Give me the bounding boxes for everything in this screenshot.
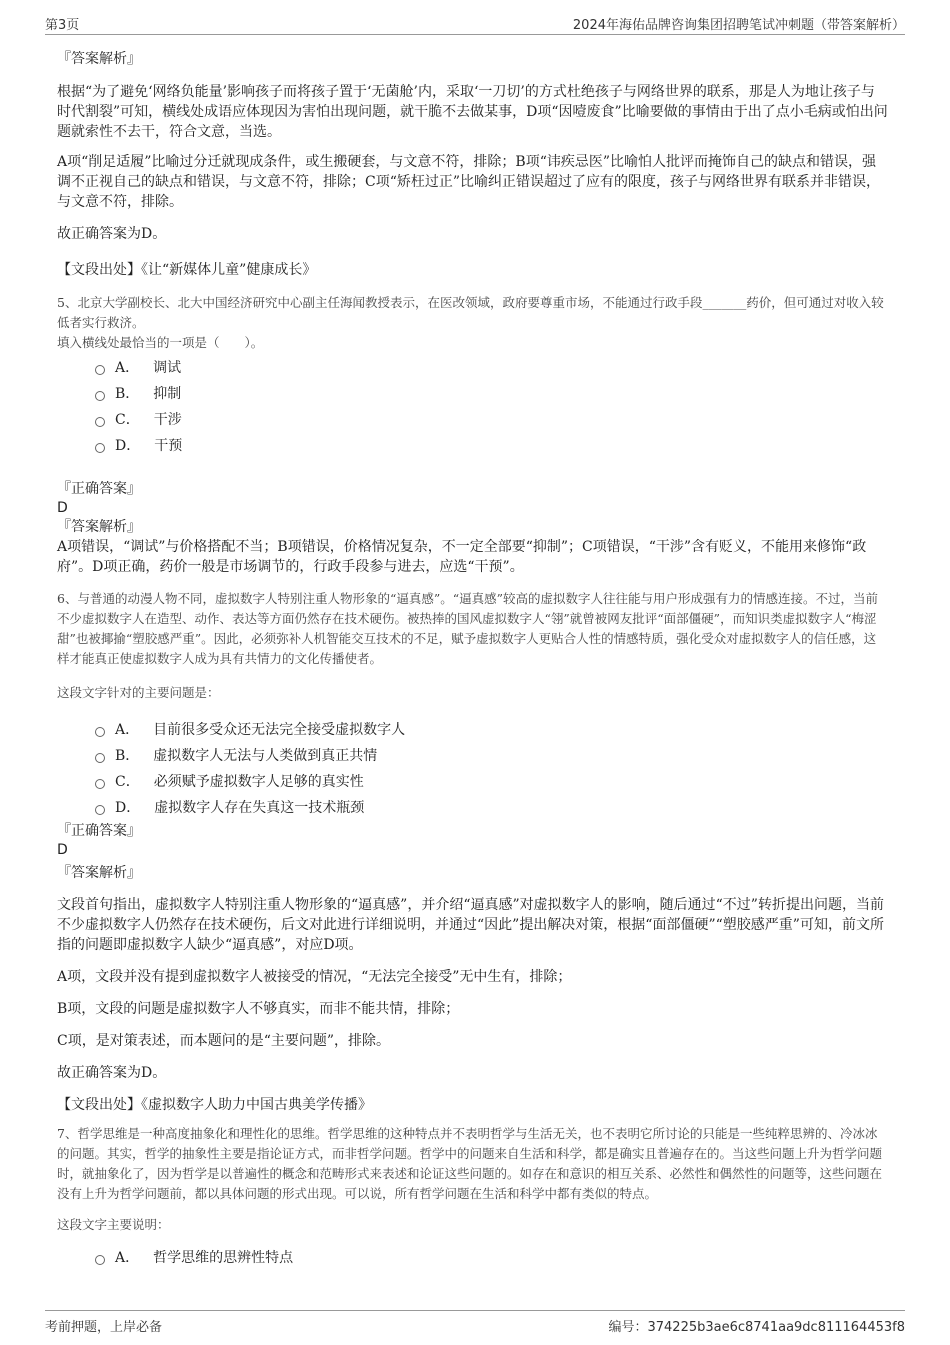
q4-source: 【文段出处】《让“新媒体儿童”健康成长》 xyxy=(57,262,317,278)
page-header xyxy=(45,12,905,35)
q6-analysis-label: 『答案解析』 xyxy=(57,865,141,881)
q6-option-b[interactable]: B． 虚拟数字人无法与人类做到真正共情 xyxy=(95,743,888,769)
q7-options xyxy=(95,1245,888,1271)
radio-icon[interactable] xyxy=(95,391,105,401)
q6-answer: D xyxy=(57,842,68,858)
document-id: 编号：374225b3ae6c8741aa9dc811164453f8 xyxy=(608,1320,905,1335)
radio-icon[interactable] xyxy=(95,1255,105,1265)
radio-icon[interactable] xyxy=(95,365,105,375)
q5-answer-label: 『正确答案』 xyxy=(57,481,141,497)
q6-option-a[interactable]: A． 目前很多受众还无法完全接受虚拟数字人 xyxy=(95,717,888,743)
document-title: 2024年海佑品牌咨询集团招聘笔试冲刺题（带答案解析） xyxy=(572,18,905,33)
radio-icon[interactable] xyxy=(95,443,105,453)
q6-option-d[interactable]: D． 虚拟数字人存在失真这一技术瓶颈 xyxy=(95,795,888,821)
q4-analysis-p1: 根据“为了避免‘网络负能量’影响孩子而将孩子置于‘无菌舱’内，采取‘一刀切’的方式杜绝孩子与网络世界的联系，那是人为地让孩子与时代割裂”可知，横线处成语应体现因为害怕出现问题，就干脆不去做某事，D项“因噎废食”比喻要做的事情由于出了点小毛病或怕出问题就索性不去干，符合文意，当选。 xyxy=(57,84,888,140)
q6-analysis-p4: C项，是对策表述，而本题问的是“主要问题”，排除。 xyxy=(57,1033,391,1049)
q6-answer-label: 『正确答案』 xyxy=(57,823,141,839)
q5-option-c[interactable]: C． 干涉 xyxy=(95,407,888,433)
page-content xyxy=(57,45,888,1271)
q6-source: 【文段出处】《虚拟数字人助力中国古典美学传播》 xyxy=(57,1097,372,1113)
q5-stem: 5、北京大学副校长、北大中国经济研究中心副主任海闻教授表示，在医改领域，政府要尊重市场，不能通过行政手段_______药价，但可通过对收入较低者实行救济。 xyxy=(57,295,884,330)
footer-slogan: 考前押题，上岸必备 xyxy=(45,1320,163,1335)
q4-analysis-label: 『答案解析』 xyxy=(57,51,141,67)
page-footer xyxy=(45,1310,905,1333)
radio-icon[interactable] xyxy=(95,417,105,427)
q4-conclusion: 故正确答案为D。 xyxy=(57,226,167,242)
q6-stem: 6、与普通的动漫人物不同，虚拟数字人特别注重人物形象的“逼真感”。“逼真感”较高的虚拟数字人往往能与用户形成强有力的情感连接。不过，当前不少虚拟数字人在造型、动作、表达等方面仍然存在技术硬伤。被热捧的国风虚拟数字人“翎”就曾被网友批评“面部僵硬”，而知识类虚拟数字人“梅涩甜”也被揶揄“塑胶感严重”。因此，必须弥补人机智能交互技术的不足，赋予虚拟数字人更贴合人性的情感特质，强化受众对虚拟数字人的信任感，这样才能真正使虚拟数字人成为具有共情力的文化传播使者。 xyxy=(57,591,879,666)
radio-icon[interactable] xyxy=(95,805,105,815)
q7-stem: 7、哲学思维是一种高度抽象化和理性化的思维。哲学思维的这种特点并不表明哲学与生活无关，也不表明它所讨论的只能是一些纯粹思辨的、冷冰冰的问题。其实，哲学的抽象性主要是指论证方式，而非哲学问题。哲学中的问题来自生活和科学，都是确实且普遍存在的。当这些问题上升为哲学问题时，就抽象化了，因为哲学是以普遍性的概念和范畴形式来表述和论证这些问题的。如存在和意识的相互关系、必然性和偶然性的问题等，这些问题在没有上升为哲学问题前，都以具体问题的形式出现。可以说，所有哲学问题在生活和科学中都有类似的特点。 xyxy=(57,1126,883,1201)
page-number: 第3页 xyxy=(45,18,80,33)
q6-conclusion: 故正确答案为D。 xyxy=(57,1065,167,1081)
q5-options xyxy=(95,355,888,459)
q6-analysis-p2: A项，文段并没有提到虚拟数字人被接受的情况，“无法完全接受”无中生有，排除； xyxy=(57,969,572,985)
q7-prompt: 这段文字主要说明： xyxy=(57,1217,170,1232)
q6-prompt: 这段文字针对的主要问题是： xyxy=(57,685,220,700)
radio-icon[interactable] xyxy=(95,779,105,789)
radio-icon[interactable] xyxy=(95,727,105,737)
q5-analysis-label: 『答案解析』 xyxy=(57,519,141,535)
q5-option-a[interactable]: A． 调试 xyxy=(95,355,888,381)
q6-analysis-p3: B项，文段的问题是虚拟数字人不够真实，而非不能共情，排除； xyxy=(57,1001,460,1017)
q5-prompt: 填入横线处最恰当的一项是（ ）。 xyxy=(57,335,264,350)
q5-option-b[interactable]: B． 抑制 xyxy=(95,381,888,407)
q6-options xyxy=(95,717,888,821)
q4-analysis-p2: A项“削足适履”比喻过分迁就现成条件，或生搬硬套，与文意不符，排除；B项“讳疾忌医”比喻怕人批评而掩饰自己的缺点和错误，强调不正视自己的缺点和错误，与文意不符，排除；C项“矫枉过正”比喻纠正错误超过了应有的限度，孩子与网络世界有联系并非错误，与文意不符，排除。 xyxy=(57,154,881,210)
q6-option-c[interactable]: C． 必须赋予虚拟数字人足够的真实性 xyxy=(95,769,888,795)
radio-icon[interactable] xyxy=(95,753,105,763)
q5-answer: D xyxy=(57,500,68,516)
q7-option-a[interactable]: A． 哲学思维的思辨性特点 xyxy=(95,1245,888,1271)
q5-analysis: A项错误，“调试”与价格搭配不当；B项错误，价格情况复杂，不一定全部要“抑制”；C项错误，“干涉”含有贬义，不能用来修饰“政府”。D项正确，药价一般是市场调节的，行政手段参与进去，应选“干预”。 xyxy=(57,539,867,575)
q6-analysis-p1: 文段首句指出，虚拟数字人特别注重人物形象的“逼真感”，并介绍“逼真感”对虚拟数字人的影响，随后通过“不过”转折提出问题，当前不少虚拟数字人仍然存在技术硬伤，后文对此进行详细说明，并通过“因此”提出解决对策，根据“面部僵硬”“塑胶感严重”可知，前文所指的问题即虚拟数字人缺少“逼真感”，对应D项。 xyxy=(57,897,884,953)
q5-option-d[interactable]: D． 干预 xyxy=(95,433,888,459)
